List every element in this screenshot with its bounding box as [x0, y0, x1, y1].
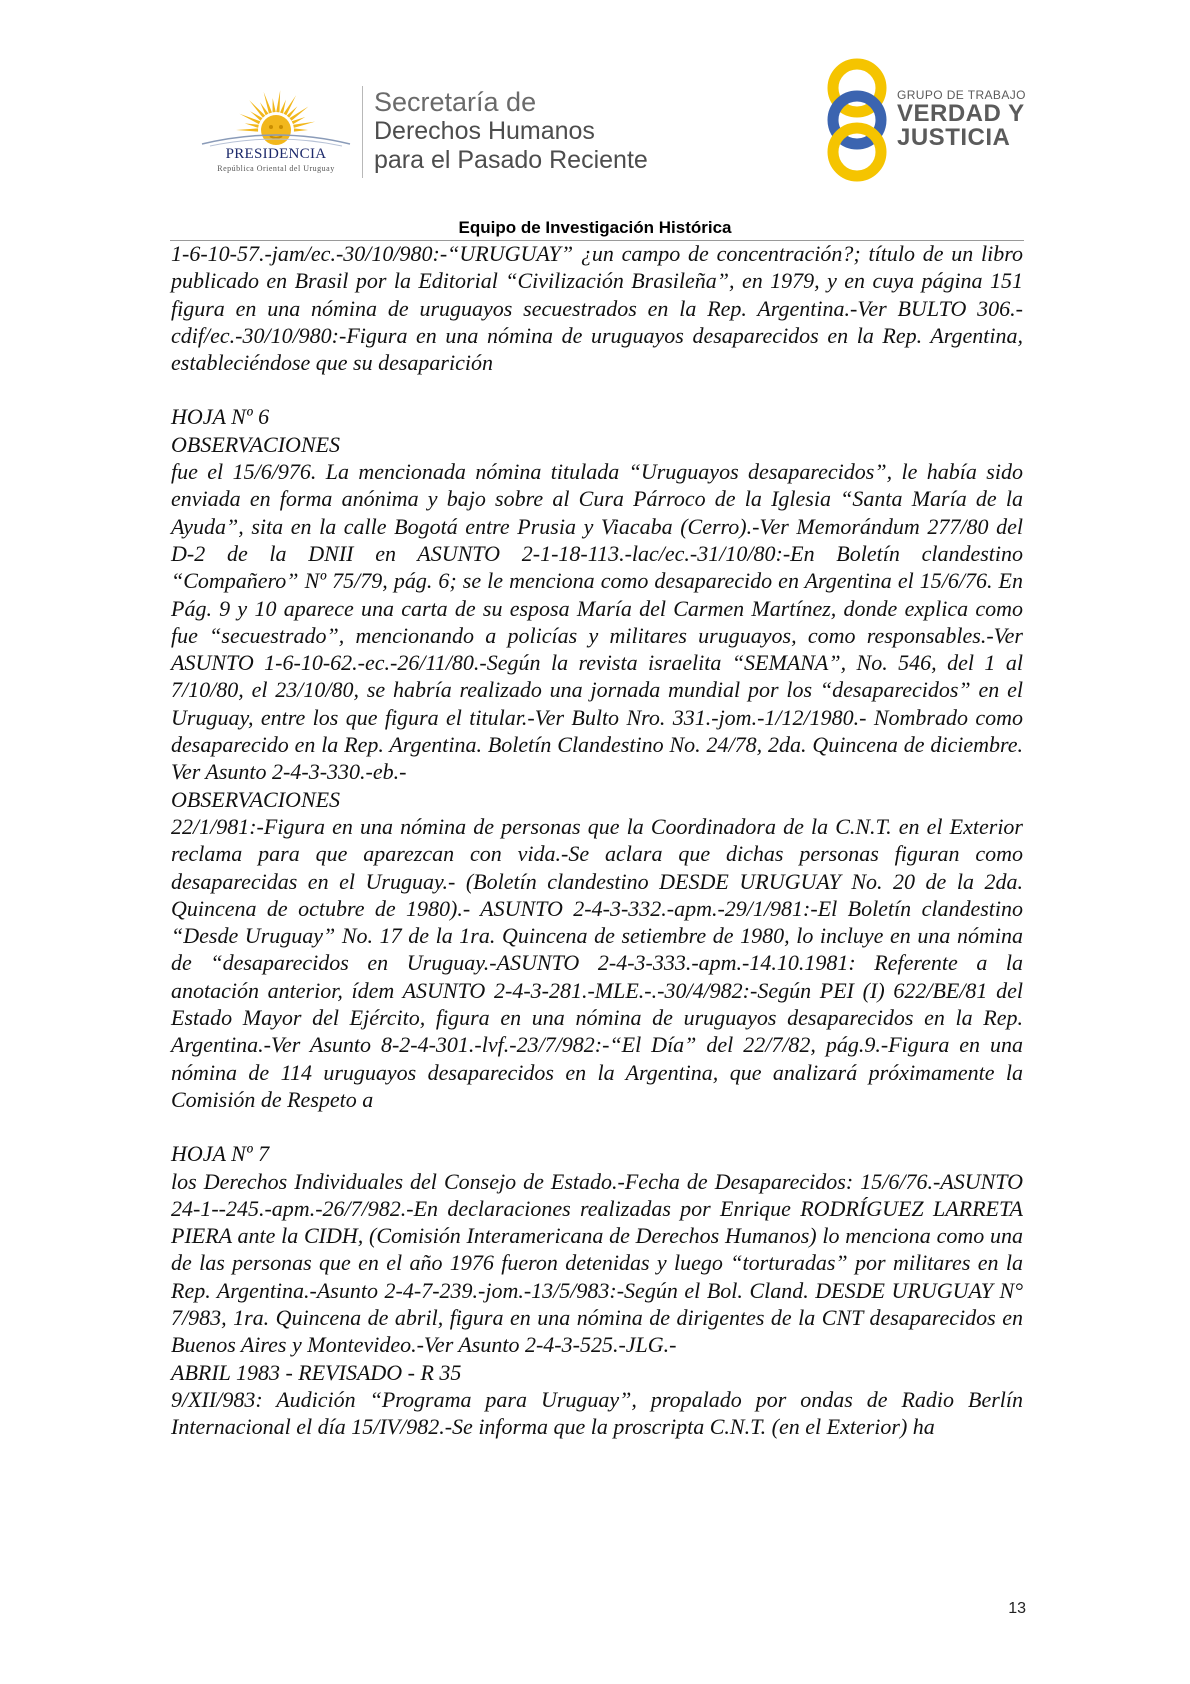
grupo-line-3: JUSTICIA [897, 124, 1011, 151]
paragraph-1: 1-6-10-57.-jam/ec.-30/10/980:-“URUGUAY” ¿un campo de concentración?; título de un libro publicado en Brasil por la Editorial “Civilización Brasileña”, en 1979, y en cuya página 151 figura en una nómina de uruguayos secuestrados en la Rep. Argentina.-Ver BULTO 306.-cdif/ec.-30/10/980:-Figura en una nómina de uruguayos desaparecidos en la Rep. Argentina, estableciéndose que su desaparición [171, 241, 1023, 376]
document-body [171, 240, 1023, 1440]
hoja-6-heading: HOJA Nº 6 [171, 404, 270, 430]
grupo-line-2: VERDAD Y [897, 100, 1025, 127]
presidencia-subtitle: República Oriental del Uruguay [217, 164, 335, 173]
revisado-note: ABRIL 1983 - REVISADO - R 35 [171, 1359, 462, 1385]
secretaria-line-3: para el Pasado Reciente [374, 146, 648, 174]
paragraph-3: 22/1/981:-Figura en una nómina de personas que la Coordinadora de la C.N.T. en el Exterior reclama para que aparezcan con vida.-Se aclara que dichas personas figuran como desaparecidas en el Uruguay.- (Boletín clandestino DESDE URUGUAY No. 20 de la 2da. Quincena de octubre de 1980).- ASUNTO 2-4-3-332.-apm.-29/1/981:-El Boletín clandestino “Desde Uruguay” No. 17 de la 1ra. Quincena de setiembre de 1980, lo incluye en una nómina de “desaparecidos en Uruguay.-ASUNTO 2-4-3-333.-apm.-14.10.1981: Referente a la anotación anterior, ídem ASUNTO 2-4-3-281.-MLE.-.-30/4/982:-Según PEI (I) 622/BE/81 del Estado Mayor del Ejército, figura en una nómina de uruguayos desaparecidos en la Rep. Argentina.-Ver Asunto 8-2-4-301.-lvf.-23/7/982:-“El Día” del 22/7/82, pág.9.-Figura en una nómina de 114 uruguayos desaparecidos en la Argentina, que analizará próximamente la Comisión de Respeto a [171, 813, 1023, 1112]
verdad-justicia-rings-logo [818, 58, 896, 182]
page-number: 13 [1008, 1600, 1026, 1617]
grupo-trabajo-text [897, 88, 1026, 150]
observaciones-heading-2: OBSERVACIONES [171, 786, 341, 812]
secretaria-line-2: Derechos Humanos [374, 117, 595, 145]
presidencia-name: PRESIDENCIA [225, 146, 327, 162]
observaciones-heading-1: OBSERVACIONES [171, 431, 341, 457]
paragraph-5: 9/XII/983: Audición “Programa para Uruguay”, propalado por ondas de Radio Berlín Internacional el día 15/IV/982.-Se informa que la proscripta C.N.T. (en el Exterior) ha [171, 1386, 1023, 1440]
secretaria-logo-text [374, 88, 648, 175]
paragraph-4: los Derechos Individuales del Consejo de Estado.-Fecha de Desaparecidos: 15/6/76.-ASUNTO 24-1--245.-apm.-26/7/982.-En declaraciones realizadas por Enrique RODRÍGUEZ LARRETA PIERA ante la CIDH, (Comisión Interamericana de Derechos Humanos) lo menciona como una de las personas que en el año 1976 fueron detenidas y luego “torturadas” por militares en la Rep. Argentina.-Asunto 2-4-7-239.-jom.-13/5/983:-Según el Bol. Cland. DESDE URUGUAY N° 7/983, 1ra. Quincena de abril, figura en una nómina de dirigentes de la CNT desaparecidos en Buenos Aires y Montevideo.-Ver Asunto 2-4-3-525.-JLG.- [171, 1168, 1023, 1358]
header-divider [362, 86, 363, 178]
paragraph-2: fue el 15/6/976. La mencionada nómina titulada “Uruguayos desaparecidos”, le había sido enviada en forma anónima y bajo sobre al Cura Párroco de la Iglesia “Santa María de la Ayuda”, sita en la calle Bogotá entre Prusia y Viacaba (Cerro).-Ver Memorándum 277/80 del D-2 de la DNII en ASUNTO 2-1-18-113.-lac/ec.-31/10/80:-En Boletín clandestino “Compañero” Nº 75/79, pág. 6; se le menciona como desaparecido en Argentina el 15/6/76. En Pág. 9 y 10 aparece una carta de su esposa María del Carmen Martínez, donde explica como fue “secuestrado”, mencionando a policías y militares uruguayos, como responsables.-Ver ASUNTO 1-6-10-62.-ec.-26/11/80.-Según la revista israelita “SEMANA”, No. 546, del 1 al 7/10/80, el 23/10/80, se habría realizado una jornada mundial por los “desaparecidos” en el Uruguay, entre los que figura el titular.-Ver Bulto Nro. 331.-jom.-1/12/1980.- Nombrado como desaparecido en la Rep. Argentina. Boletín Clandestino No. 24/78, 2da. Quincena de diciembre. Ver Asunto 2-4-3-330.-eb.- [171, 459, 1023, 785]
grupo-line-1: GRUPO DE TRABAJO [897, 88, 1026, 102]
hoja-7-heading: HOJA Nº 7 [171, 1141, 270, 1167]
section-title: Equipo de Investigación Histórica [458, 218, 732, 237]
secretaria-line-1: Secretaría de [374, 87, 537, 117]
